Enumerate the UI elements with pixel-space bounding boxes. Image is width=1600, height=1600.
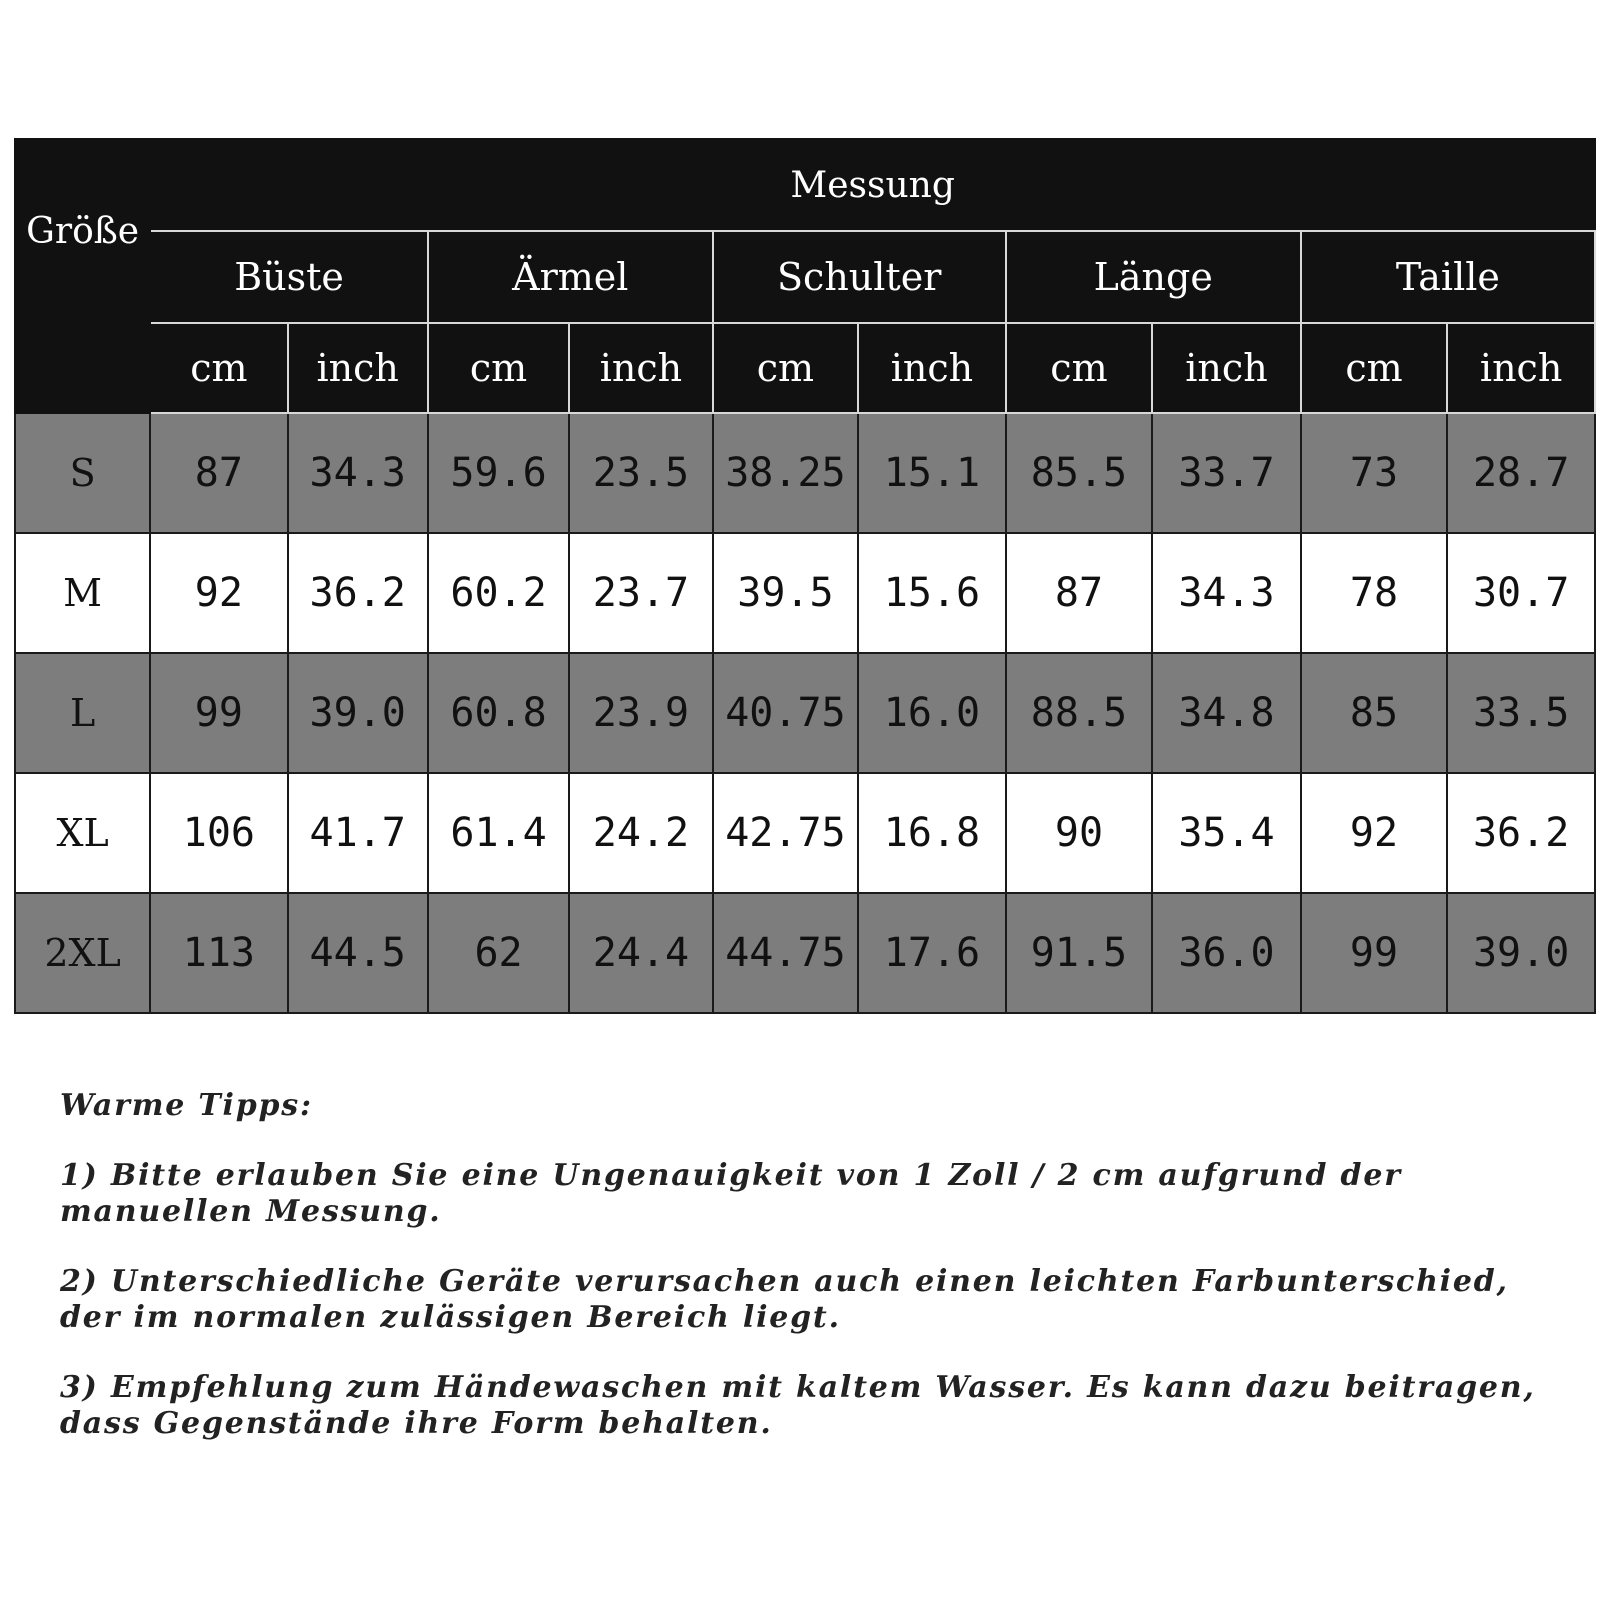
value-cell: 23.7: [569, 533, 712, 653]
value-cell: 99: [1301, 893, 1448, 1013]
value-cell: 36.2: [288, 533, 428, 653]
value-cell: 60.8: [428, 653, 569, 773]
value-cell: 73: [1301, 413, 1448, 533]
tip-item: 3) Empfehlung zum Händewaschen mit kaltem Wasser. Es kann dazu beitragen, dass Gegenstände ihre Form behalten.: [60, 1370, 1536, 1441]
tip-item: 1) Bitte erlauben Sie eine Ungenauigkeit von 1 Zoll / 2 cm aufgrund der manuellen Messung.: [60, 1158, 1402, 1229]
value-cell: 39.5: [713, 533, 858, 653]
value-cell: 16.0: [858, 653, 1006, 773]
value-cell: 85: [1301, 653, 1448, 773]
value-cell: 33.7: [1152, 413, 1301, 533]
unit-header-sleeve-inch: inch: [569, 323, 712, 413]
value-cell: 41.7: [288, 773, 428, 893]
value-cell: 24.4: [569, 893, 712, 1013]
value-cell: 23.9: [569, 653, 712, 773]
tips-title: Warme Tipps:: [60, 1088, 313, 1123]
value-cell: 85.5: [1006, 413, 1153, 533]
unit-header-shoulder-cm: cm: [713, 323, 858, 413]
table-row-2xl: [15, 893, 1595, 1013]
value-cell: 106: [150, 773, 287, 893]
tips-section: [60, 1088, 1560, 1476]
measure-header-bust: Büste: [150, 231, 428, 323]
value-cell: 24.2: [569, 773, 712, 893]
table-row-xl: [15, 773, 1595, 893]
value-cell: 90: [1006, 773, 1153, 893]
size-cell: S: [15, 413, 150, 533]
value-cell: 35.4: [1152, 773, 1301, 893]
value-cell: 60.2: [428, 533, 569, 653]
value-cell: 88.5: [1006, 653, 1153, 773]
size-cell: XL: [15, 773, 150, 893]
measure-header-shoulder: Schulter: [713, 231, 1006, 323]
size-chart-table: [14, 138, 1596, 1014]
value-cell: 36.2: [1447, 773, 1595, 893]
value-cell: 87: [150, 413, 287, 533]
unit-header-waist-cm: cm: [1301, 323, 1448, 413]
value-cell: 15.1: [858, 413, 1006, 533]
value-cell: 39.0: [1447, 893, 1595, 1013]
value-cell: 99: [150, 653, 287, 773]
value-cell: 16.8: [858, 773, 1006, 893]
measurement-group-header: Messung: [150, 139, 1595, 231]
unit-header-shoulder-inch: inch: [858, 323, 1006, 413]
value-cell: 44.75: [713, 893, 858, 1013]
value-cell: 62: [428, 893, 569, 1013]
value-cell: 113: [150, 893, 287, 1013]
unit-header-sleeve-cm: cm: [428, 323, 569, 413]
unit-header-bust-cm: cm: [150, 323, 287, 413]
value-cell: 91.5: [1006, 893, 1153, 1013]
value-cell: 30.7: [1447, 533, 1595, 653]
value-cell: 28.7: [1447, 413, 1595, 533]
value-cell: 17.6: [858, 893, 1006, 1013]
table-row-m: [15, 533, 1595, 653]
table-row-s: [15, 413, 1595, 533]
value-cell: 23.5: [569, 413, 712, 533]
measure-header-length: Länge: [1006, 231, 1301, 323]
value-cell: 87: [1006, 533, 1153, 653]
value-cell: 40.75: [713, 653, 858, 773]
value-cell: 44.5: [288, 893, 428, 1013]
measure-header-sleeve: Ärmel: [428, 231, 713, 323]
value-cell: 59.6: [428, 413, 569, 533]
tip-item: 2) Unterschiedliche Geräte verursachen auch einen leichten Farbunterschied, der im normalen zulässigen Bereich liegt.: [60, 1264, 1509, 1335]
measure-header-waist: Taille: [1301, 231, 1595, 323]
table-row-l: [15, 653, 1595, 773]
value-cell: 39.0: [288, 653, 428, 773]
value-cell: 15.6: [858, 533, 1006, 653]
value-cell: 92: [1301, 773, 1448, 893]
value-cell: 38.25: [713, 413, 858, 533]
unit-header-length-inch: inch: [1152, 323, 1301, 413]
value-cell: 78: [1301, 533, 1448, 653]
value-cell: 92: [150, 533, 287, 653]
value-cell: 34.3: [1152, 533, 1301, 653]
size-header-spacer: [15, 323, 150, 413]
unit-header-waist-inch: inch: [1447, 323, 1595, 413]
value-cell: 42.75: [713, 773, 858, 893]
value-cell: 33.5: [1447, 653, 1595, 773]
value-cell: 34.8: [1152, 653, 1301, 773]
unit-header-bust-inch: inch: [288, 323, 428, 413]
value-cell: 36.0: [1152, 893, 1301, 1013]
value-cell: 34.3: [288, 413, 428, 533]
size-cell: 2XL: [15, 893, 150, 1013]
size-column-header: Größe: [15, 139, 150, 323]
size-cell: L: [15, 653, 150, 773]
unit-header-length-cm: cm: [1006, 323, 1153, 413]
value-cell: 61.4: [428, 773, 569, 893]
size-cell: M: [15, 533, 150, 653]
